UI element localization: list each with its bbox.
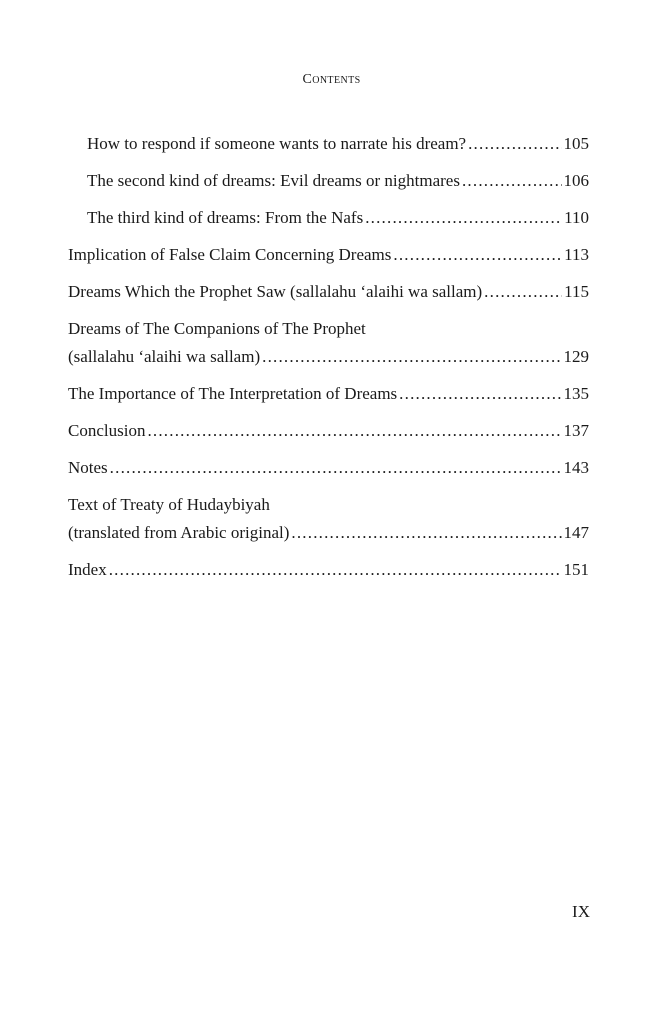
toc-entry-title: The second kind of dreams: Evil dreams or nightmares xyxy=(87,171,460,190)
toc-entry xyxy=(68,315,589,371)
toc-entry-title: Notes xyxy=(68,458,108,477)
toc-entry-page: 137 xyxy=(563,421,589,440)
dot-leader xyxy=(365,204,562,232)
toc-entry-title: (sallalahu ‘alaihi wa sallam) xyxy=(68,347,261,366)
toc-entry-line xyxy=(68,241,589,269)
toc-entry-page: 151 xyxy=(563,560,589,579)
toc-entry-title: Implication of False Claim Concerning Dreams xyxy=(68,245,392,264)
toc-entry xyxy=(68,491,589,547)
toc-entry xyxy=(68,556,589,584)
toc-entry-title-line: Text of Treaty of Hudaybiyah xyxy=(68,495,270,514)
toc-entry-line xyxy=(87,130,589,158)
dot-leader xyxy=(468,130,561,158)
page-number: IX xyxy=(572,902,590,921)
toc-entry xyxy=(68,380,589,408)
dot-leader xyxy=(110,454,562,482)
toc-entry xyxy=(68,204,589,232)
toc-entry-page: 105 xyxy=(563,134,589,153)
toc-entry-line xyxy=(68,417,589,445)
toc-entry-page: 106 xyxy=(563,171,589,190)
toc-entry-page: 113 xyxy=(564,245,589,264)
dot-leader xyxy=(399,380,561,408)
toc-entry-page: 143 xyxy=(563,458,589,477)
table-of-contents xyxy=(68,130,589,593)
dot-leader xyxy=(291,519,561,547)
toc-entry-title: Dreams Which the Prophet Saw (sallalahu ‘alaihi wa sallam) xyxy=(68,282,483,301)
toc-entry-line xyxy=(68,519,589,547)
running-header: Contents xyxy=(302,72,361,87)
toc-entry-line xyxy=(68,343,589,371)
toc-entry xyxy=(68,278,589,306)
toc-entry-title: Conclusion xyxy=(68,421,146,440)
toc-entry-page: 147 xyxy=(563,523,589,542)
toc-entry-line xyxy=(68,380,589,408)
toc-entry xyxy=(68,130,589,158)
toc-entry xyxy=(68,167,589,195)
dot-leader xyxy=(262,343,561,371)
dot-leader xyxy=(109,556,562,584)
toc-entry-page: 129 xyxy=(563,347,589,366)
toc-entry xyxy=(68,454,589,482)
toc-entry xyxy=(68,417,589,445)
toc-entry xyxy=(68,241,589,269)
dot-leader xyxy=(147,417,561,445)
toc-entry-line xyxy=(68,278,589,306)
toc-entry-title: How to respond if someone wants to narrate his dream? xyxy=(87,134,467,153)
toc-entry-title: The Importance of The Interpretation of Dreams xyxy=(68,384,398,403)
dot-leader xyxy=(462,167,562,195)
toc-entry-line xyxy=(87,204,589,232)
toc-entry-line xyxy=(87,167,589,195)
dot-leader xyxy=(484,278,562,306)
dot-leader xyxy=(393,241,562,269)
toc-entry-title: (translated from Arabic original) xyxy=(68,523,290,542)
toc-entry-page: 115 xyxy=(564,282,589,301)
toc-entry-page: 135 xyxy=(563,384,589,403)
toc-entry-page: 110 xyxy=(564,208,589,227)
toc-entry-title-line: Dreams of The Companions of The Prophet xyxy=(68,319,366,338)
toc-entry-title: The third kind of dreams: From the Nafs xyxy=(87,208,364,227)
toc-entry-line xyxy=(68,454,589,482)
toc-entry-line xyxy=(68,556,589,584)
toc-entry-title: Index xyxy=(68,560,107,579)
